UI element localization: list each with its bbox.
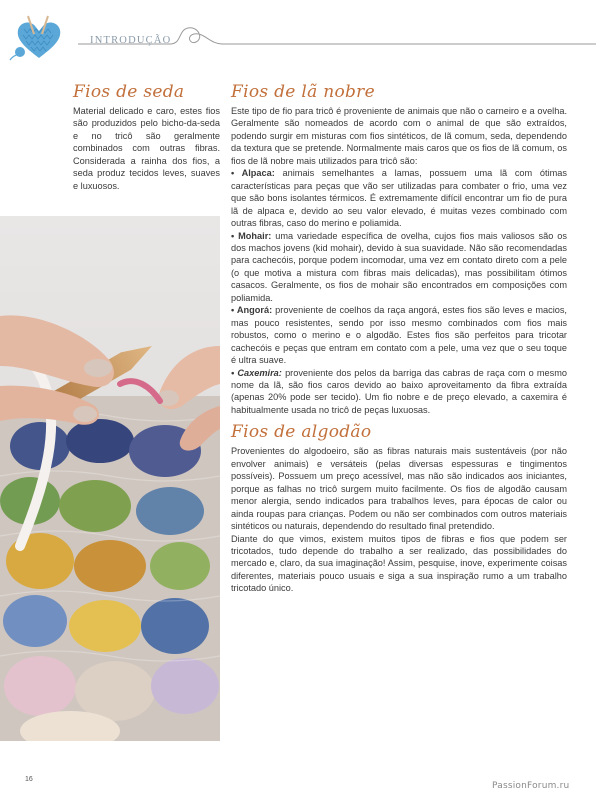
knitting-photo (0, 216, 220, 741)
mohair-label: • Mohair: (231, 230, 272, 241)
knitting-illustration (0, 216, 220, 741)
angora-item (231, 304, 567, 366)
mohair-item (231, 230, 567, 305)
section-label: INTRODUÇÃO (90, 35, 172, 46)
wool-intro: Este tipo de fio para tricô é proveniente de animais que não o carneiro e a ovelha. Geralmente são nomeados de acordo com o animal de que são extraídos, podendo surgir em misturas com fios sintéticos, de lã comum, seda, dependendo da textura que se pretende. Normalmente mais caros que os fios de lã comum, os fios de lã nobre mais utilizados para tricô são: (231, 106, 567, 166)
knitted-heart-icon (8, 14, 70, 62)
cotton-paragraph-1: Provenientes do algodoeiro, são as fibras naturais mais sustentáveis (por não envolver animais) e versáteis (pelas diversas espessuras e tingimentos possíveis). Possuem um preço acessível, mas não são indicados aos iniciantes, porque as falhas no tricô surgem muito facilmente. Os fios de algodão causam menor alergia, sendo indicados para trabalhos leves, para épocas de calor ou ainda roupas para crianças. Podem ou não ser combinados com outros materiais sintéticos ou naturais, dependendo do resultado final pretendido. (231, 446, 567, 532)
cashmere-item (231, 367, 567, 417)
page-number: 16 (25, 776, 33, 783)
cashmere-text: proveniente dos pelos da barriga das cabras de raça com o mesmo nome da lã, são fios caros devido ao baixo aproveitamento da fibra extraída (apenas 20% pode ser tecido). Um fio nobre e de preço elevado, a caxemira é habitualmente usada no tricô de peças luxuosas. (231, 367, 567, 415)
silk-section (73, 80, 220, 192)
angora-text: proveniente de coelhos da raça angorá, estes fios são leves e macios, mas pouco resistentes, sendo por isso mesmo combinados com fios mais robustos, como o merino e o algodão. Estes fios são perfeitos para tricotar cachecóis e peças que entram em contato com a pele, uma vez que o seu toque é ultra suave. (231, 305, 567, 366)
cotton-body (231, 445, 567, 594)
cashmere-label: • Caxemira: (231, 367, 282, 378)
wool-heading: Fios de lã nobre (231, 82, 375, 102)
alpaca-item (231, 167, 567, 229)
cotton-paragraph-2: Diante do que vimos, existem muitos tipos de fibras e fios que podem ser tricotados, tudo depende do trabalho a ser realizado, das possibilidades do mercado e, claro, da sua imaginação! Assim, pesquise, inove, experimente coisas diferentes, materiais pouco usuais e siga a sua inspiração rumo a um trabalho tricotado único. (231, 533, 567, 594)
header-rule (0, 0, 596, 60)
main-column (231, 80, 567, 595)
angora-label: • Angorá: (231, 305, 273, 316)
alpaca-label: • Alpaca: (231, 168, 275, 179)
watermark: PassionForum.ru (492, 781, 570, 791)
wool-body (231, 105, 567, 416)
cotton-heading: Fios de algodão (231, 422, 372, 443)
mohair-text: uma variedade específica de ovelha, cujos fios mais valiosos são os dos machos jovens (kid mohair), devido à sua suavidade. Não são recomendadas para cachecóis, porque podem incomodar, uma vez em contato direto com a pele (o que motiva a mistura com fibras mais delicadas), mas possibilitam ótimos casacos. Geralmente, os fios de mohair são encontrados em composições com poliamida. (231, 230, 567, 303)
silk-body: Material delicado e caro, estes fios são produzidos pelo bicho-da-seda e no tricô são geralmente combinados com outras fibras. Considerada a rainha dos fios, a seda produz tecidos leves, suaves e luxuosos. (73, 106, 220, 191)
page-header (0, 0, 596, 60)
alpaca-text: animais semelhantes a lamas, possuem uma lã com ótimas características para peças que vão ser utilizadas para combater o frio, uma vez que são bons isolantes térmicos. É extremamente difícil encontrar um fio de pura lã de alpaca e, devido ao seu valor elevado, é muitas vezes combinado com outras fibras, caso do merino e poliamida. (231, 168, 567, 229)
silk-heading: Fios de seda (73, 82, 185, 102)
